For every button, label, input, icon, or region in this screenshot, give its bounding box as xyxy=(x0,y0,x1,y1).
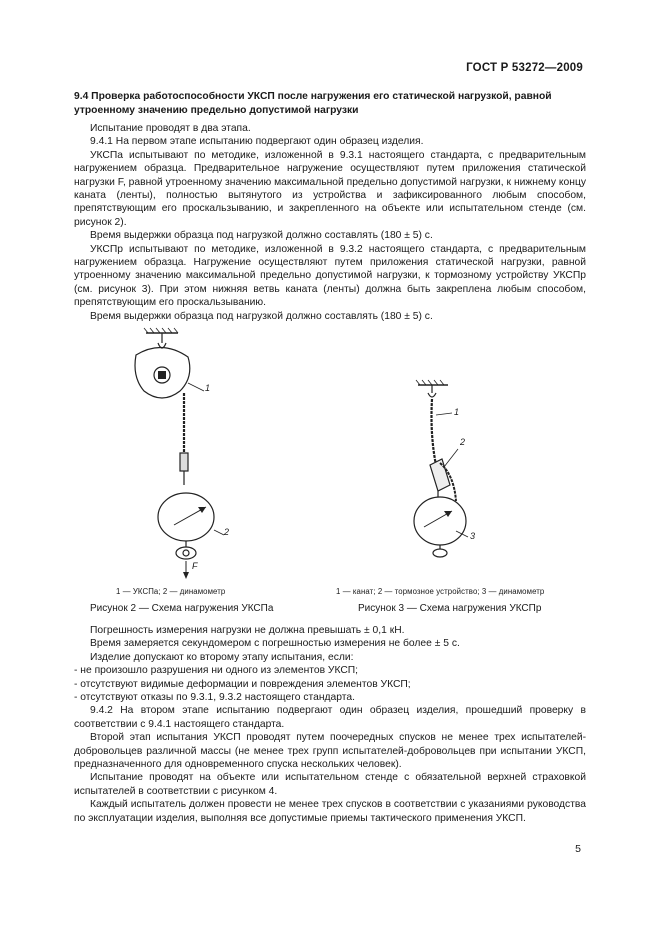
paragraph: Второй этап испытания УКСП проводят путем поочередных спусков не менее трех испытателей-добровольцев различной массы (не менее трех групп испытателей-добровольцев при испытании УКСП, предназначенного для одновременного спуска нескольких человек). xyxy=(74,732,586,771)
fig2-label-2: 2 xyxy=(224,527,230,537)
figure-3-caption: Рисунок 3 — Схема нагружения УКСПр xyxy=(358,603,542,614)
figure-2-caption: Рисунок 2 — Схема нагружения УКСПа xyxy=(90,603,274,614)
list-item: - отсутствуют видимые деформации и повреждения элементов УКСП; xyxy=(74,678,411,690)
figure-2-drawing xyxy=(135,328,224,579)
paragraph: Погрешность измерения нагрузки не должна превышать ± 0,1 кН. xyxy=(90,625,405,636)
paragraph: Каждый испытатель должен провести не менее трех спусков в соответствии с указаниями руководства по эксплуатации изделия, выполняя все допустимые приемы тактического применения УКСП. xyxy=(74,799,586,824)
paragraph: Испытание проводят в два этапа. xyxy=(90,123,251,134)
paragraph: 9.4.1 На первом этапе испытанию подвергают один образец изделия. xyxy=(90,136,424,148)
section-heading: 9.4 Проверка работоспособности УКСП после нагружения его статической нагрузкой, равной утроенному значению предельно допустимой нагрузки xyxy=(74,91,552,116)
section-9-4 xyxy=(74,90,586,323)
paragraph: УКСПа испытывают по методике, изложенной в 9.3.1 настоящего стандарта, с предварительным нагружением образца. Предварительное нагружение осуществляют путем приложения статической нагрузки F, равной утроенному значению максимальной предельно допустимой нагрузки, к нижнему концу каната (ленты), полностью вытянутого из устройства и зафиксированного любым способом, препятствующим его проскальзыванию, и закрепленного на объекте или испытательном стенде (см. рисунок 2). xyxy=(74,149,586,228)
figures xyxy=(74,325,586,625)
list-item: - отсутствуют отказы по 9.3.1, 9.3.2 настоящего стандарта. xyxy=(74,692,355,704)
fig3-label-3: 3 xyxy=(470,531,476,541)
fig3-label-1: 1 xyxy=(454,407,460,417)
figures-drawing xyxy=(74,325,586,625)
paragraph: 9.4.2 На втором этапе испытанию подвергают один образец изделия, прошедший проверку в соответствии с 9.4.1 настоящего стандарта. xyxy=(74,705,586,730)
standard-number: ГОСТ Р 53272—2009 xyxy=(466,62,583,74)
list-item: - не произошло разрушения ни одного из элементов УКСП; xyxy=(74,665,359,677)
figure-3-legend: 1 — канат; 2 — тормозное устройство; 3 — динамометр xyxy=(336,587,545,596)
paragraph: Время выдержки образца под нагрузкой должно составлять (180 ± 5) с. xyxy=(90,230,433,242)
paragraph: Время выдержки образца под нагрузкой должно составлять (180 ± 5) с. xyxy=(90,310,433,322)
figure-3-drawing xyxy=(414,380,468,557)
page-number: 5 xyxy=(575,843,581,855)
figure-2-legend: 1 — УКСПа; 2 — динамометр xyxy=(116,587,226,596)
after-figures-text xyxy=(74,624,586,825)
fig2-label-1: 1 xyxy=(205,383,211,393)
paragraph: Время замеряется секундомером с погрешностью измерения не более ± 5 с. xyxy=(90,638,460,650)
fig2-label-f: F xyxy=(192,561,198,571)
fig3-label-2: 2 xyxy=(460,437,466,447)
paragraph: УКСПр испытывают по методике, изложенной в 9.3.2 настоящего стандарта, с предварительным нагружением образца. Нагружение осуществляют путем приложения статической нагрузки, равной утроенному значению максимальной предельно допустимой нагрузки, к тормозному устройству УКСПр (см. рисунок 3). При этом нижняя ветвь каната (ленты) должна быть закреплена любым способом, препятствующим его проскальзыванию. xyxy=(74,243,586,309)
paragraph: Испытание проводят на объекте или испытательном стенде с обязательной верхней страховкой испытателей в соответствии с рисунком 4. xyxy=(74,772,586,797)
paragraph: Изделие допускают ко второму этапу испытания, если: xyxy=(90,651,354,663)
